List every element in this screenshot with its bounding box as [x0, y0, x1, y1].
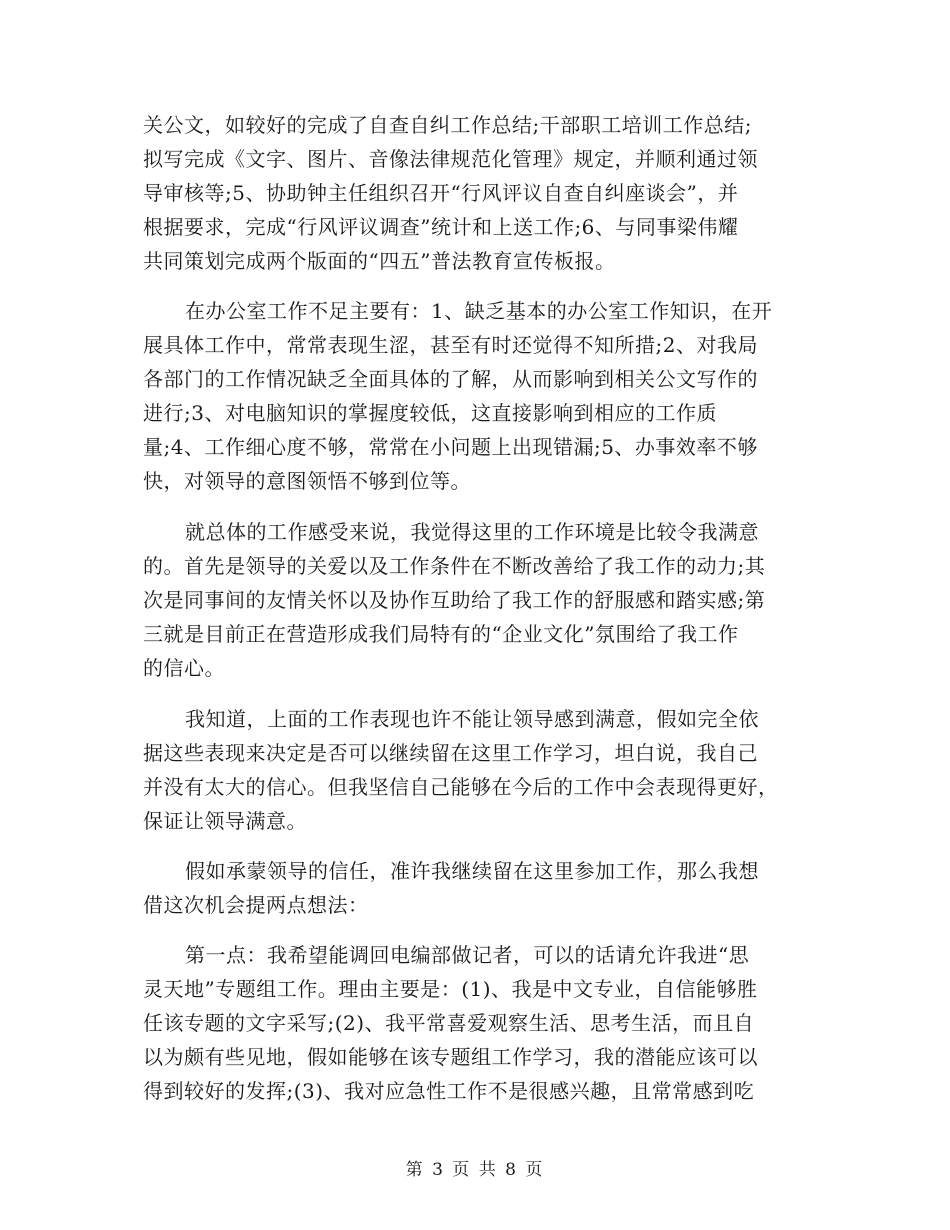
text-line: 借这次机会提两点想法： [143, 893, 369, 917]
text-line: 拟写完成《文字、图片、音像法律规范化管理》规定，并顺利通过领 [143, 147, 758, 171]
text-line: 进行;3、对电脑知识的掌握度较低，这直接影响到相应的工作质 [143, 401, 717, 425]
text-line: 任该专题的文字采写;(2)、我平常喜爱观察生活、思考生活，而且自 [143, 1011, 755, 1035]
text-line: 三就是目前正在营造形成我们局特有的“企业文化”氛围给了我工作 [143, 622, 739, 646]
text-line: 的。首先是领导的关爱以及工作条件在不断改善给了我工作的动力;其 [143, 554, 766, 578]
text-line: 导审核等;5、协助钟主任组织召开“行风评议自查自纠座谈会”，并 [143, 181, 739, 205]
paragraph-first-line: 假如承蒙领导的信任，准许我继续留在这里参加工作，那么我想 [185, 859, 759, 883]
text-line: 关公文，如较好的完成了自查自纠工作总结;干部职工培训工作总结; [143, 113, 752, 137]
text-line: 的信心。 [143, 656, 225, 680]
paragraph-first-line: 在办公室工作不足主要有：1、缺乏基本的办公室工作知识，在开 [185, 299, 773, 323]
text-line: 灵天地”专题组工作。理由主要是：(1)、我是中文专业，自信能够胜 [143, 977, 758, 1001]
text-line: 各部门的工作情况缺乏全面具体的了解，从而影响到相关公文写作的 [143, 367, 758, 391]
paragraph-first-line: 我知道，上面的工作表现也许不能让领导感到满意，假如完全依 [185, 707, 759, 731]
text-line: 以为颇有些见地，假如能够在该专题组工作学习，我的潜能应该可以 [143, 1045, 758, 1069]
text-line: 根据要求，完成“行风评议调查”统计和上送工作;6、与同事梁伟耀 [143, 215, 739, 239]
text-line: 据这些表现来决定是否可以继续留在这里工作学习，坦白说，我自己 [143, 741, 758, 765]
page-number: 第 3 页 共 8 页 [405, 1160, 545, 1180]
paragraph-first-line: 第一点：我希望能调回电编部做记者，可以的话请允许我进“思 [185, 943, 750, 967]
text-line: 展具体工作中，常常表现生涩，甚至有时还觉得不知所措;2、对我局 [143, 333, 758, 357]
text-line: 快，对领导的意图领悟不够到位等。 [143, 469, 471, 493]
text-line: 得到较好的发挥;(3)、我对应急性工作不是很感兴趣，且常常感到吃 [143, 1079, 755, 1103]
text-line: 量;4、工作细心度不够，常常在小问题上出现错漏;5、办事效率不够 [143, 435, 758, 459]
text-line: 次是同事间的友情关怀以及协作互助给了我工作的舒服感和踏实感;第 [143, 588, 766, 612]
text-line: 并没有太大的信心。但我坚信自己能够在今后的工作中会表现得更好， [143, 775, 779, 799]
text-line: 保证让领导满意。 [143, 809, 307, 833]
paragraph-first-line: 就总体的工作感受来说，我觉得这里的工作环境是比较令我满意 [185, 520, 759, 544]
text-line: 共同策划完成两个版面的“四五”普法教育宣传板报。 [143, 249, 616, 273]
